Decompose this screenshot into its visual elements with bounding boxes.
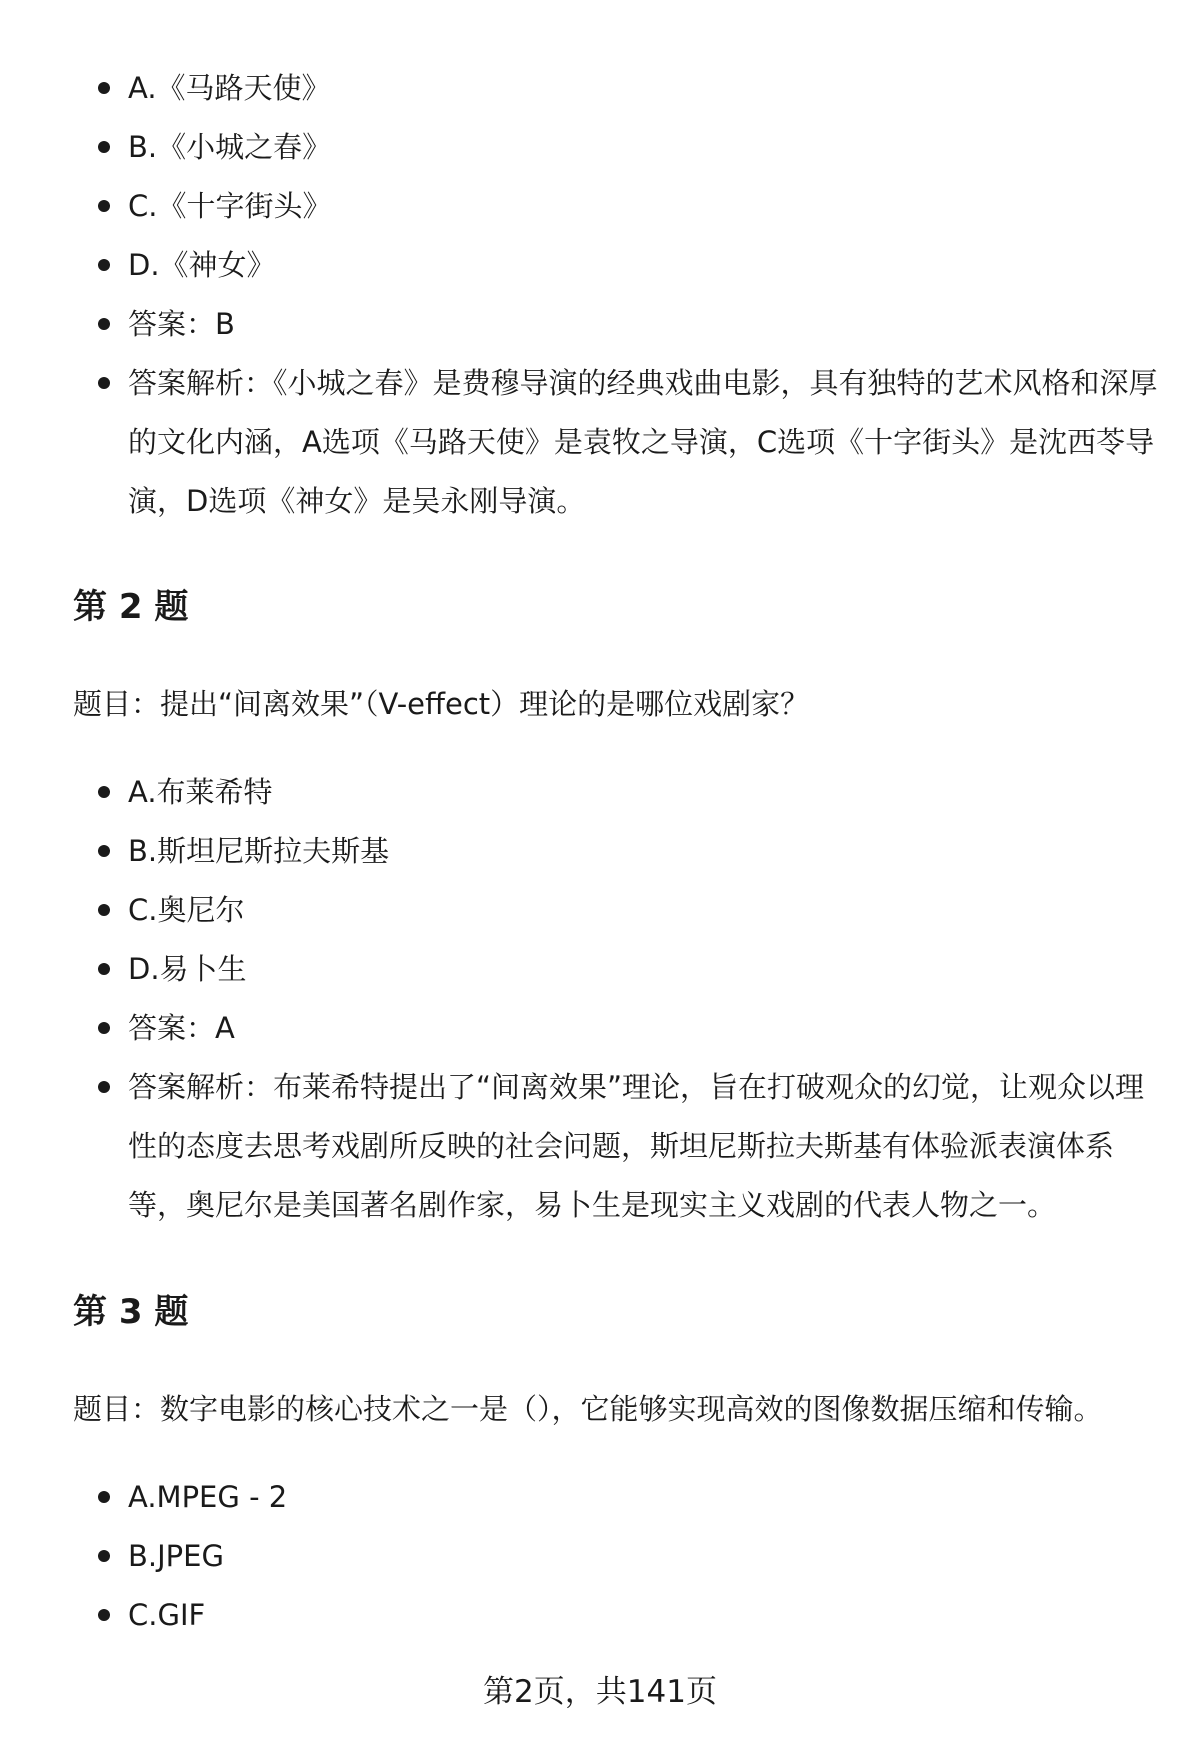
q2-option-b: B.斯坦尼斯拉夫斯基 bbox=[0, 822, 1200, 881]
q2-option-c: C.奥尼尔 bbox=[0, 881, 1200, 940]
q2-answer: 答案：A bbox=[0, 999, 1200, 1058]
q1-answer: 答案：B bbox=[0, 295, 1200, 354]
q1-option-a: A.《马路天使》 bbox=[0, 59, 1200, 118]
q1-explanation: 答案解析：《小城之春》是费穆导演的经典戏曲电影，具有独特的艺术风格和深厚的文化内涵，A选项《马路天使》是袁牧之导演，C选项《十字街头》是沈西苓导演，D选项《神女》是吴永刚导演。 bbox=[0, 354, 1200, 531]
q1-option-c: C.《十字街头》 bbox=[0, 177, 1200, 236]
q3-question-text: 题目：数字电影的核心技术之一是（），它能够实现高效的图像数据压缩和传输。 bbox=[73, 1392, 1103, 1426]
q2-option-d: D.易卜生 bbox=[0, 940, 1200, 999]
q1-option-b: B.《小城之春》 bbox=[0, 118, 1200, 177]
q2-question-text: 题目：提出“间离效果”（V-effect）理论的是哪位戏剧家？ bbox=[73, 687, 810, 721]
q2-option-a: A.布莱希特 bbox=[0, 763, 1200, 822]
q1-option-list bbox=[0, 59, 1200, 531]
q3-heading: 第 3 题 bbox=[73, 1292, 189, 1332]
q3-option-c: C.GIF bbox=[0, 1586, 1200, 1645]
q2-explanation: 答案解析：布莱希特提出了“间离效果”理论，旨在打破观众的幻觉，让观众以理性的态度去思考戏剧所反映的社会问题，斯坦尼斯拉夫斯基有体验派表演体系等，奥尼尔是美国著名剧作家，易卜生是现实主义戏剧的代表人物之一。 bbox=[0, 1058, 1200, 1235]
q1-option-d: D.《神女》 bbox=[0, 236, 1200, 295]
q2-heading: 第 2 题 bbox=[73, 587, 189, 627]
q2-option-list bbox=[0, 763, 1200, 1235]
q3-option-list bbox=[0, 1468, 1200, 1645]
page-number-footer: 第2页，共141页 bbox=[483, 1674, 717, 1710]
q3-option-b: B.JPEG bbox=[0, 1527, 1200, 1586]
q3-option-a: A.MPEG - 2 bbox=[0, 1468, 1200, 1527]
